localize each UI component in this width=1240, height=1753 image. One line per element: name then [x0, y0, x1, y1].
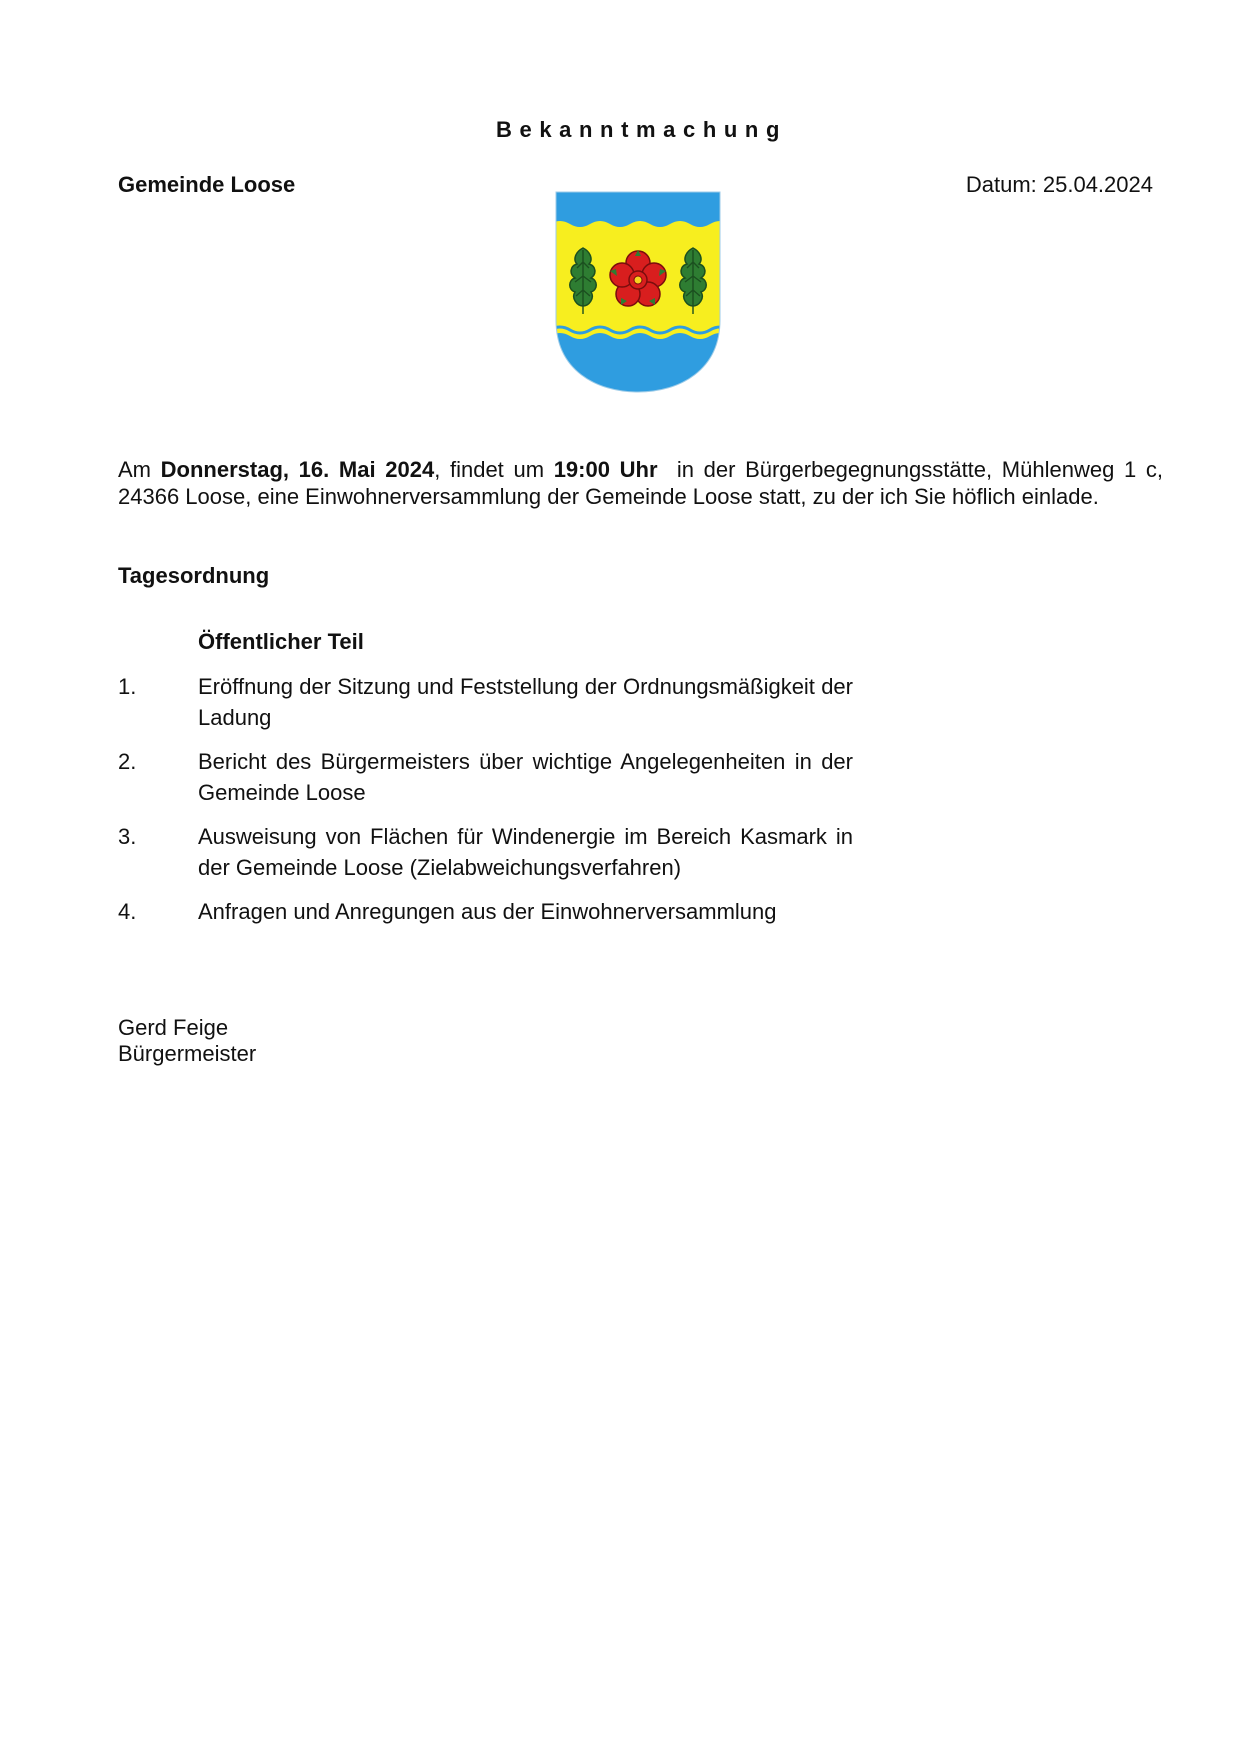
intro-text-1: Am: [118, 457, 161, 482]
agenda-item-number: 4.: [118, 899, 137, 924]
agenda-item: [118, 746, 853, 808]
agenda-item-number: 3.: [118, 824, 137, 849]
agenda-item: [118, 671, 853, 733]
meeting-date: Donnerstag, 16. Mai 2024: [160, 457, 435, 482]
signer-name: Gerd Feige: [118, 1015, 229, 1040]
agenda-heading: Tagesordnung: [118, 563, 270, 588]
agenda-item-number: 2.: [118, 749, 137, 774]
document-title: Bekanntmachung: [496, 117, 787, 142]
agenda-item: [118, 821, 853, 883]
agenda-item-text: Bericht des Bürgermeisters über wichtige Angelegenheiten in der Gemeinde Loose: [198, 749, 853, 805]
intro-paragraph: [118, 456, 1170, 510]
agenda-item-text: Eröffnung der Sitzung und Feststellung der Ordnungsmäßigkeit der Ladung: [198, 674, 853, 730]
coat-of-arms-icon: [520, 170, 750, 398]
intro-text-3: in der Bürgerbegegnungsstätte, Mühlenweg 1 c, 24366 Loose, eine Einwohnerversammlung der Gemeinde Loose statt, zu der ich Sie höflich einlade.: [118, 457, 1170, 509]
signer-role: Bürgermeister: [118, 1041, 257, 1066]
agenda-item: [118, 896, 853, 927]
document-date: Datum: 25.04.2024: [965, 172, 1153, 197]
agenda-item-number: 1.: [118, 674, 137, 699]
intro-text-2: , findet um: [434, 457, 554, 482]
meeting-time: 19:00 Uhr: [553, 457, 658, 482]
signature-block: [118, 1015, 256, 1067]
agenda-section-heading: Öffentlicher Teil: [198, 629, 364, 654]
agenda-item-text: Anfragen und Anregungen aus der Einwohnerversammlung: [198, 899, 777, 924]
organization-name: Gemeinde Loose: [118, 172, 296, 197]
agenda-item-text: Ausweisung von Flächen für Windenergie im Bereich Kasmark in der Gemeinde Loose (Zielabweichungsverfahren): [198, 824, 853, 880]
